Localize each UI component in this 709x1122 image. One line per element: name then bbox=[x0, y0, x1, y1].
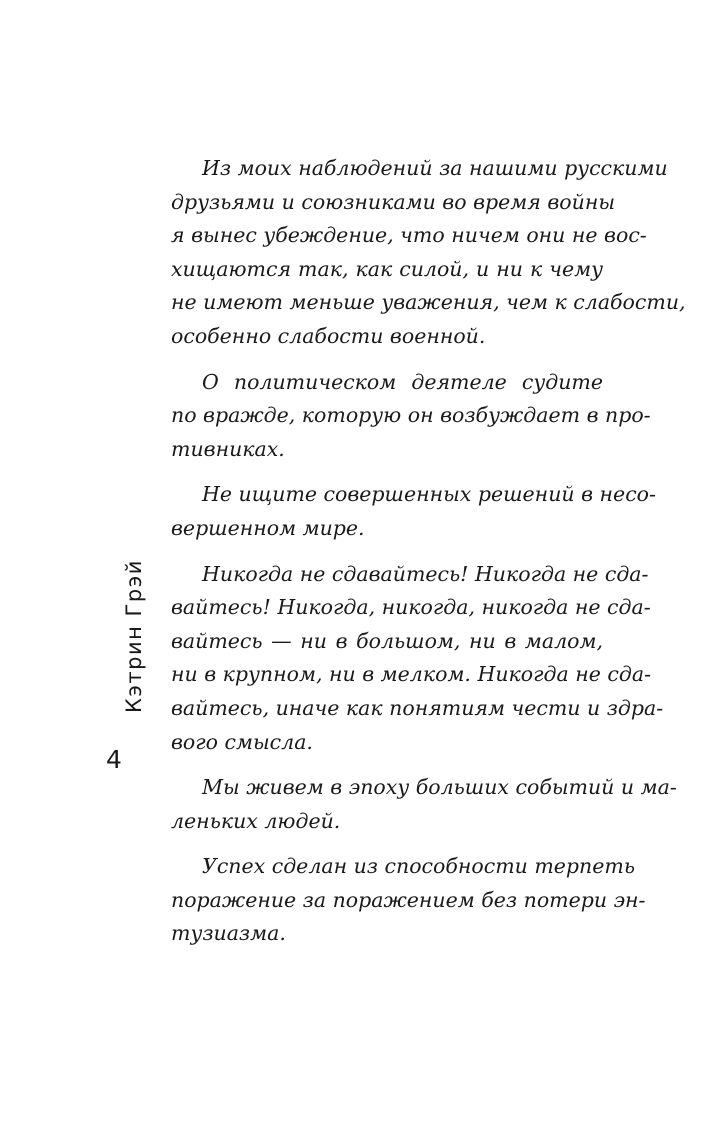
quote-line: Не ищите совершенных решений в несо- bbox=[202, 482, 656, 507]
quote-line: друзьями и союзниками во время войны bbox=[171, 189, 616, 214]
page-number: 4 bbox=[106, 745, 122, 774]
quote-line: я вынес убеждение, что ничем они не вос- bbox=[171, 223, 647, 248]
quote-line: Мы живем в эпоху больших событий и ма- bbox=[202, 775, 677, 800]
quote-line: вершенном мире. bbox=[171, 515, 365, 540]
quote-line: вайтесь, иначе как понятиям чести и здра- bbox=[171, 695, 664, 720]
quote-line: поражение за поражением без потери эн- bbox=[171, 887, 646, 912]
quote-line: ни в крупном, ни в мелком. Никогда не сда- bbox=[171, 662, 651, 687]
quote-line: не имеют меньше уважения, чем к слабости, bbox=[171, 290, 686, 315]
running-head-author: Кэтрин Грэй bbox=[122, 559, 146, 713]
quote-line: тивниках. bbox=[171, 436, 285, 461]
quote-paragraph bbox=[171, 558, 664, 760]
quote-line: тузиазма. bbox=[171, 921, 286, 946]
quote-line: по вражде, которую он возбуждает в про- bbox=[171, 403, 651, 428]
quotes-text bbox=[171, 152, 686, 963]
quote-line: вайтесь — ни в большом, ни в малом, bbox=[171, 628, 603, 653]
quote-line: особенно слабости военной. bbox=[171, 323, 486, 348]
quote-line: Никогда не сдавайтесь! Никогда не сда- bbox=[202, 561, 649, 586]
quote-paragraph bbox=[171, 366, 651, 467]
quote-line: вого смысла. bbox=[171, 729, 313, 754]
quote-paragraph bbox=[171, 152, 686, 354]
quote-line: леньких людей. bbox=[171, 808, 341, 833]
quote-paragraph bbox=[171, 771, 677, 838]
quote-paragraph bbox=[171, 478, 656, 545]
quote-line: Успех сделан из способности терпеть bbox=[202, 854, 635, 879]
quote-line: О политическом деятеле судите bbox=[202, 369, 603, 394]
quote-line: Из моих наблюдений за нашими русскими bbox=[202, 156, 668, 180]
quote-line: вайтесь! Никогда, никогда, никогда не сда- bbox=[171, 595, 651, 620]
quote-line: хищаются так, как силой, и ни к чему bbox=[171, 256, 603, 281]
quote-paragraph bbox=[171, 850, 646, 951]
